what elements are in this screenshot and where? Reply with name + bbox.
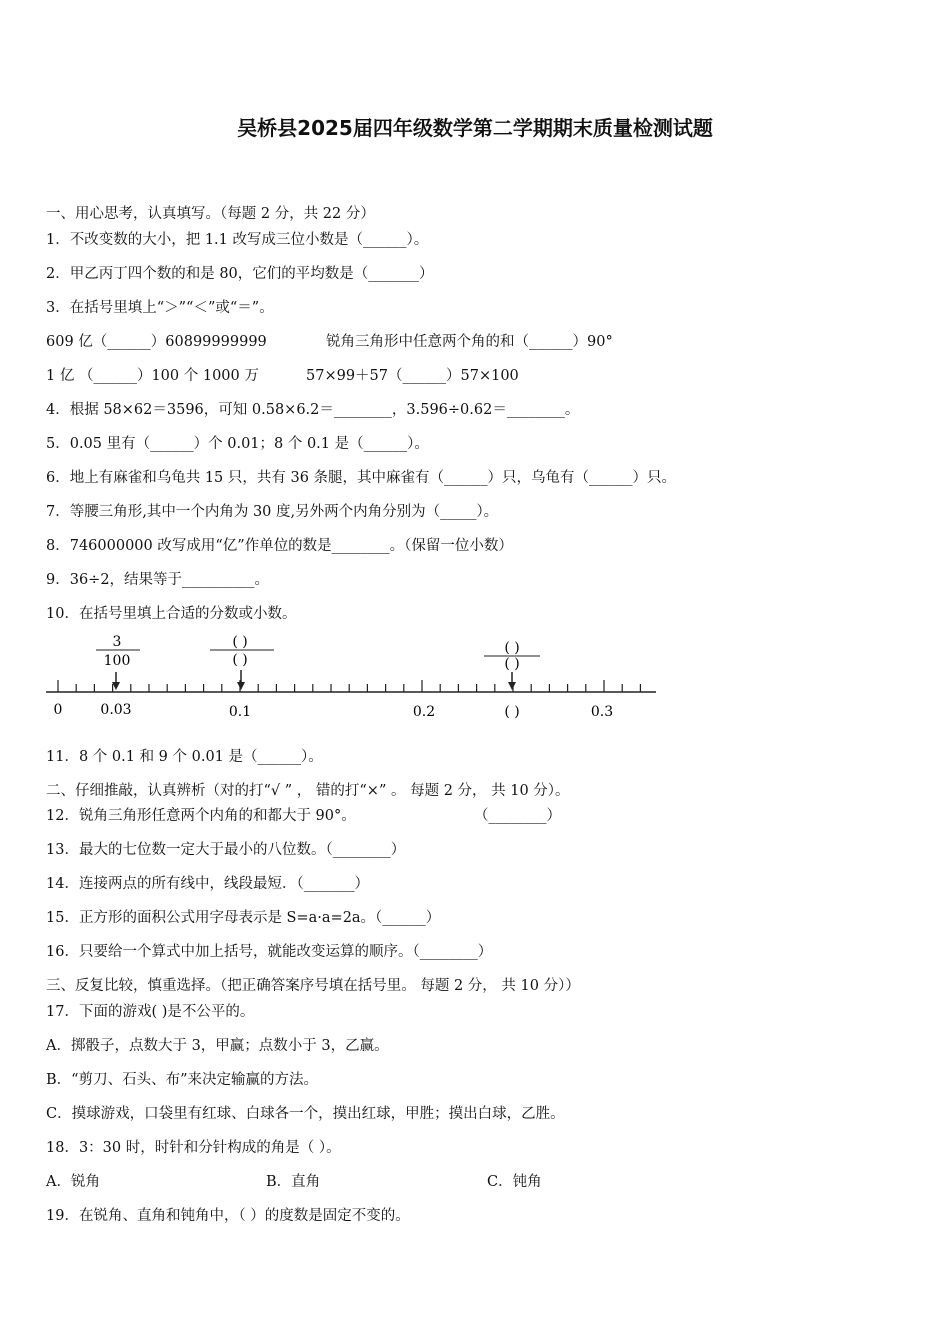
question-18-option-b: B．直角: [266, 1174, 321, 1190]
number-line-ticks: [58, 680, 640, 692]
label-0.3: 0.3: [590, 704, 614, 720]
question-18-option-c: C．钝角: [487, 1174, 542, 1190]
question-3: 3．在括号里填上“＞”“＜”或“＝”。: [46, 300, 274, 316]
question-5: 5．0.05 里有（______）个 0.01；8 个 0.1 是（______）。: [46, 436, 429, 452]
blank-fraction-denominator-2: ( ): [504, 656, 520, 672]
section-3-heading: 三、反复比较，慎重选择。（把正确答案序号填在括号里。 每题 2 分， 共 10 分））: [46, 978, 580, 994]
number-line-figure: [44, 628, 664, 728]
question-17-option-c: C．摸球游戏，口袋里有红球、白球各一个，摸出红球，甲胜；摸出白球，乙胜。: [46, 1106, 565, 1122]
question-19: 19．在锐角、直角和钝角中，（ ）的度数是固定不变的。: [46, 1208, 410, 1224]
question-16: 16．只要给一个算式中加上括号，就能改变运算的顺序。（________）: [46, 944, 493, 960]
question-3-item-b: 锐角三角形中任意两个角的和（______）90°: [326, 334, 613, 350]
label-0.03: 0.03: [100, 702, 132, 718]
question-17-option-b: B．“剪刀、石头、布”来决定输赢的方法。: [46, 1072, 318, 1088]
question-3-item-c: 1 亿 （______）100 个 1000 万: [46, 368, 259, 384]
blank-fraction-numerator-2: ( ): [504, 640, 520, 656]
question-12: 12．锐角三角形任意两个内角的和都大于 90°。: [46, 808, 356, 824]
question-14: 14．连接两点的所有线中，线段最短．（_______）: [46, 876, 369, 892]
label-blank: ( ): [504, 704, 520, 720]
question-2: 2．甲乙丙丁四个数的和是 80，它们的平均数是（_______）: [46, 266, 434, 282]
question-7: 7．等腰三角形,其中一个内角为 30 度,另外两个内角分别为（_____）。: [46, 504, 499, 520]
question-6: 6．地上有麻雀和乌龟共 15 只，共有 36 条腿，其中麻雀有（______）只，乌龟有（______）只。: [46, 470, 677, 486]
question-17-option-a: A．掷骰子，点数大于 3，甲赢；点数小于 3，乙赢。: [46, 1038, 389, 1054]
question-10: 10．在括号里填上合适的分数或小数。: [46, 606, 297, 622]
blank-fraction-denominator-1: ( ): [232, 652, 248, 668]
question-4: 4．根据 58×62＝3596，可知 0.58×6.2＝________，3.596÷0.62＝________。: [46, 402, 580, 418]
question-17: 17．下面的游戏( )是不公平的。: [46, 1004, 255, 1020]
fraction-numerator: 3: [112, 634, 122, 650]
question-8: 8．746000000 改写成用“亿”作单位的数是________。（保留一位小数）: [46, 538, 513, 554]
question-12-blank: （________）: [474, 808, 561, 824]
question-18-option-a: A．锐角: [46, 1174, 100, 1190]
fraction-denominator: 100: [103, 653, 131, 669]
question-15: 15．正方形的面积公式用字母表示是 S=a·a=2a。（______）: [46, 910, 441, 926]
section-2-heading: 二、仔细推敲，认真辨析（对的打“√ ” ， 错的打“×” 。 每题 2 分， 共 10 分）。: [46, 783, 570, 799]
question-3-item-a: 609 亿（______）60899999999: [46, 334, 267, 350]
question-3-item-d: 57×99＋57（______）57×100: [306, 368, 519, 384]
question-11: 11．8 个 0.1 和 9 个 0.01 是（______）。: [46, 749, 323, 765]
question-13: 13．最大的七位数一定大于最小的八位数。（________）: [46, 842, 406, 858]
question-1: 1．不改变数的大小，把 1.1 改写成三位小数是（______）。: [46, 232, 429, 248]
question-18: 18．3：30 时，时针和分针构成的角是（ ）。: [46, 1140, 341, 1156]
label-0: 0: [53, 702, 63, 718]
page-title: 吴桥县2025届四年级数学第二学期期末质量检测试题: [237, 116, 713, 140]
question-9: 9．36÷2，结果等于__________。: [46, 572, 270, 588]
label-0.1: 0.1: [228, 704, 252, 720]
label-0.2: 0.2: [412, 704, 436, 720]
blank-fraction-numerator-1: ( ): [232, 634, 248, 650]
section-1-heading: 一、用心思考，认真填写。（每题 2 分，共 22 分）: [46, 206, 375, 222]
